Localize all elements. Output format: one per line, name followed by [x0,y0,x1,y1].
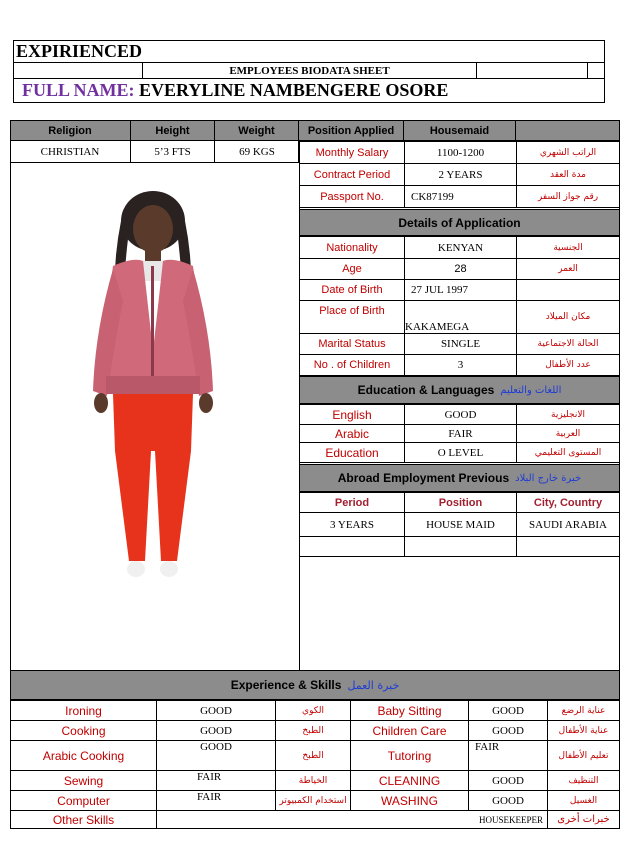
full-name-label: FULL NAME: [22,80,135,100]
skill-ar: تعليم الأطفال [548,741,620,771]
age-ar: العمر [517,259,620,280]
position-label: Position Applied [299,120,404,141]
arabic-value: FAIR [405,425,517,443]
skill-value: FAIR [469,741,548,771]
age-label: Age [300,259,405,280]
period-header: Period [300,493,405,513]
skill-value: GOOD [157,741,276,771]
position-header: Position [405,493,517,513]
salary-ar: الراتب الشهري [517,142,620,164]
skills-table [10,700,620,829]
arabic-label: Arabic [300,425,405,443]
marital-ar: الحالة الاجتماعية [517,334,620,355]
city-header: City, Country [517,493,620,513]
abroad-title-ar: خبرة خارج البلاد [515,472,582,484]
abroad-position: HOUSE MAID [405,513,517,537]
age-value: 28 [405,259,517,280]
skill-ar: الطبخ [276,721,351,741]
skill-row [11,721,620,741]
abroad-title: Abroad Employment Previous [337,471,510,485]
education-header [299,376,620,404]
dob-value: 27 JUL 1997 [405,280,517,301]
skill-value: GOOD [157,721,276,741]
weight-value: 69 KGS [239,145,275,158]
skill-label: Computer [11,791,157,811]
nationality-value: KENYAN [405,237,517,259]
edu-level-ar: المستوى التعليمي [517,443,620,463]
arabic-ar: العربية [517,425,620,443]
english-value: GOOD [405,405,517,425]
nationality-ar: الجنسية [517,237,620,259]
pob-ar: مكان الميلاد [517,301,620,334]
salary-row [300,142,620,164]
pob-label: Place of Birth [300,301,405,334]
category-title: EXPIRIENCED [16,41,143,61]
skill-value: GOOD [469,721,548,741]
skill-ar: عناية الأطفال [548,721,620,741]
skill-row [11,701,620,721]
sheet-title-row [13,62,605,79]
skill-value: FAIR [157,791,276,811]
nationality-label: Nationality [300,237,405,259]
skill-ar: الكوي [276,701,351,721]
contract-value: 2 YEARS [405,164,517,186]
passport-label: Passport No. [300,186,405,208]
abroad-row [300,513,620,537]
application-rows [299,236,620,376]
skill-label: Baby Sitting [351,701,469,721]
religion-value: CHRISTIAN [10,141,131,162]
abroad-header [299,464,620,492]
skill-value: GOOD [469,771,548,791]
skill-label: Arabic Cooking [11,741,157,771]
children-ar: عدد الأطفال [517,355,620,376]
edu-level-label: Education [300,443,405,463]
other-skills-row [11,811,620,829]
salary-label: Monthly Salary [300,142,405,164]
skill-row [11,791,620,811]
dob-row [300,280,620,301]
skill-ar: التنظيف [548,771,620,791]
abroad-table [299,492,620,557]
pob-value: KAKAMEGA [405,301,517,334]
abroad-period: 3 YEARS [300,513,405,537]
other-skills-label: Other Skills [11,811,157,829]
english-row [300,405,620,425]
main-section [10,120,620,670]
abroad-city: SAUDI ARABIA [517,513,620,537]
skill-ar: الطبخ [276,741,351,771]
education-title: Education & Languages [357,383,495,397]
skill-label: Sewing [11,771,157,791]
position-rows [299,141,620,207]
passport-ar: رقم جواز السفر [517,186,620,208]
marital-value: SINGLE [405,334,517,355]
dob-ar [517,280,620,301]
pob-row [300,301,620,334]
passport-row [300,186,620,208]
category-box [13,40,605,63]
skill-label: WASHING [351,791,469,811]
full-name-row [13,78,605,103]
religion-header: Religion [10,120,131,141]
nationality-row [300,237,620,259]
skill-ar: الغسيل [548,791,620,811]
skill-row [11,771,620,791]
skill-value: GOOD [157,701,276,721]
full-name-value: EVERYLINE NAMBENGERE OSORE [139,80,449,100]
candidate-photo [73,191,233,591]
english-label: English [300,405,405,425]
skill-value: FAIR [157,771,276,791]
skill-label: Children Care [351,721,469,741]
skills-title-ar: خبرة العمل [347,678,400,692]
contract-row [300,164,620,186]
children-row [300,355,620,376]
children-label: No . of Children [300,355,405,376]
position-value: Housemaid [404,120,516,141]
skill-value: GOOD [469,791,548,811]
arabic-row [300,425,620,443]
weight-header: Weight [215,120,299,141]
age-row [300,259,620,280]
marital-label: Marital Status [300,334,405,355]
skill-ar: استخدام الكمبيوتر [276,791,351,811]
skills-header [10,670,620,700]
skill-ar: عناية الرضع [548,701,620,721]
skill-ar: الخياطة [276,771,351,791]
skill-row [11,741,620,771]
english-ar: الانجليزية [517,405,620,425]
salary-value: 1100-1200 [405,142,517,164]
skill-label: Tutoring [351,741,469,771]
skill-label: Cooking [11,721,157,741]
edu-level-value: O LEVEL [405,443,517,463]
skill-label: CLEANING [351,771,469,791]
other-skills-ar: خبرات أخرى [548,811,620,829]
children-value: 3 [405,355,517,376]
skills-title: Experience & Skills [230,678,342,692]
photo-area [10,163,299,670]
abroad-header-row [300,493,620,513]
skill-label: Ironing [11,701,157,721]
abroad-empty-row [300,537,620,557]
skill-value: GOOD [469,701,548,721]
height-value: 5’3 FTS [131,141,215,162]
contract-label: Contract Period [300,164,405,186]
other-skills-value: HOUSEKEEPER [157,811,548,829]
passport-value: CK87199 [405,186,517,208]
sheet-title: EMPLOYEES BIODATA SHEET [229,64,390,77]
contract-ar: مدة العقد [517,164,620,186]
details-header: Details of Application [299,209,620,236]
education-rows [299,404,620,463]
dob-label: Date of Birth [300,280,405,301]
education-title-ar: اللغات والتعليم [500,384,562,396]
height-header: Height [131,120,215,141]
marital-row [300,334,620,355]
edu-level-row [300,443,620,463]
